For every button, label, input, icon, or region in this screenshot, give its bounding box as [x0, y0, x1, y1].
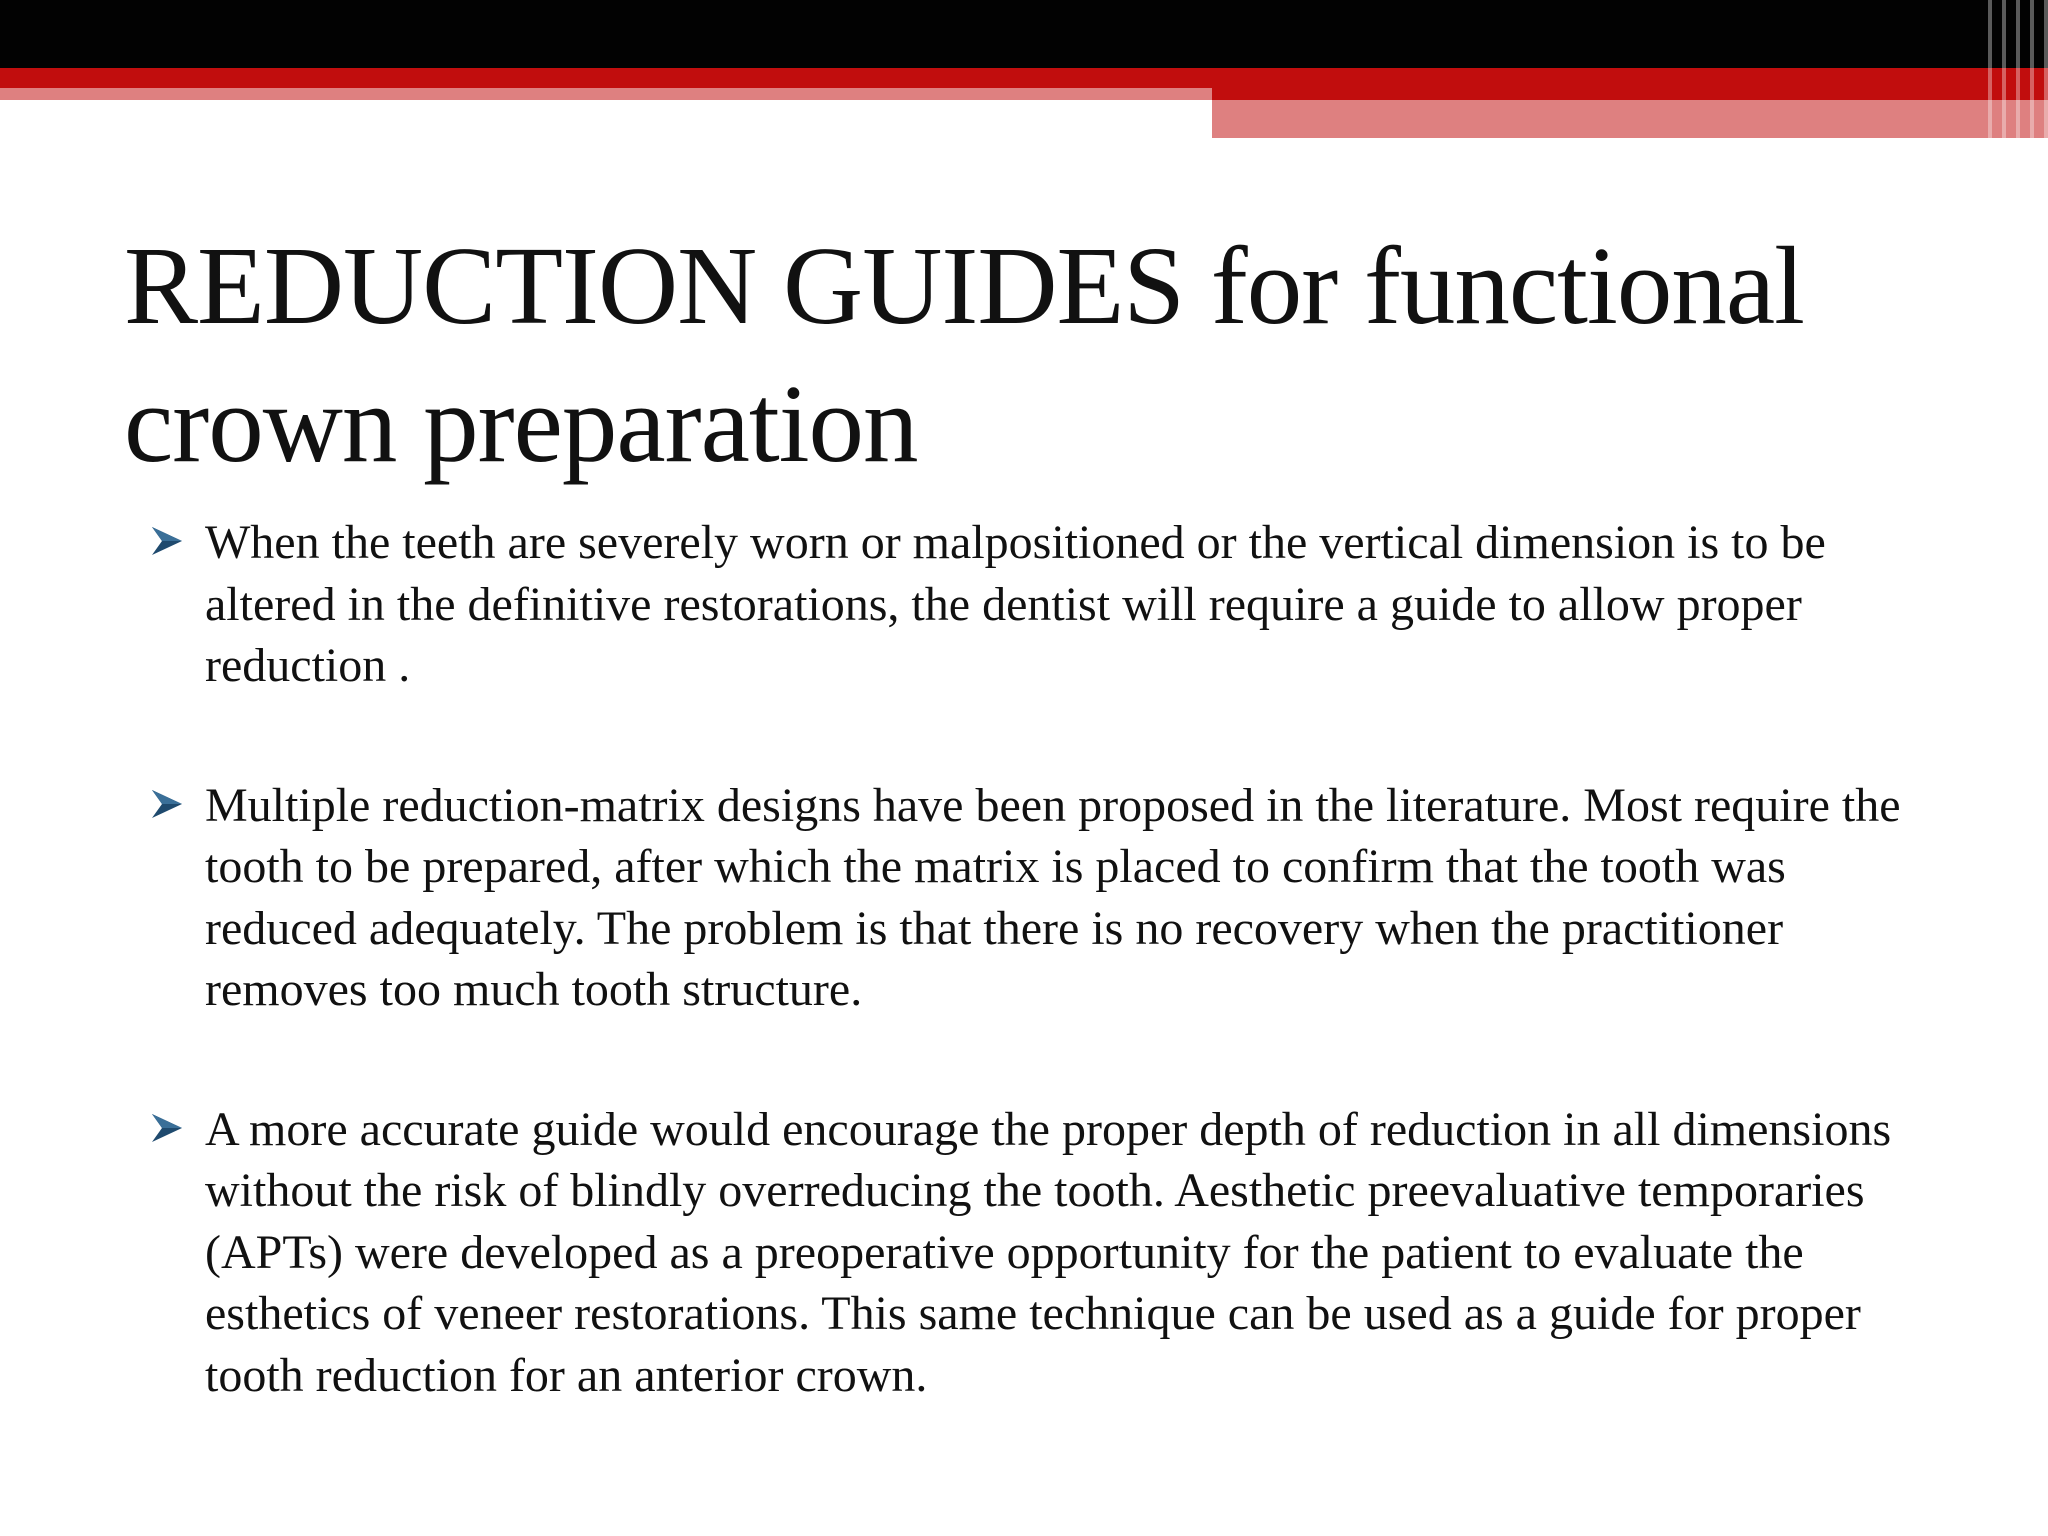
- top-pink-strip: [0, 88, 1212, 100]
- bullet-text: A more accurate guide would encourage the proper depth of reduction in all dimensions without the risk of blindly overreducing the tooth. Aesthetic preevaluative temporaries (APTs) were developed as a preoperative opportunity for the patient to evaluate the esthetics of veneer restorations. This same technique can be used as a guide for proper tooth reduction for an anterior crown.: [205, 1102, 1892, 1402]
- arrow-bullet-icon: [150, 787, 184, 821]
- bullet-list: [150, 512, 1940, 1406]
- arrow-bullet-icon: [150, 524, 184, 558]
- top-black-bar: [0, 0, 2048, 68]
- arrow-bullet-icon: [150, 1111, 184, 1145]
- bullet-item: [150, 512, 1940, 697]
- bullet-item: [150, 775, 1940, 1021]
- slide-title: REDUCTION GUIDES for functional crown preparation: [124, 225, 1804, 486]
- bullet-item: [150, 1099, 1940, 1407]
- bullet-text: Multiple reduction-matrix designs have been proposed in the literature. Most require the tooth to be prepared, after which the matrix is placed to confirm that the tooth was reduced adequately. The problem is that there is no recovery when the practitioner removes too much tooth structure.: [205, 778, 1901, 1016]
- top-pink-bar: [1212, 100, 2048, 138]
- bullet-text: When the teeth are severely worn or malpositioned or the vertical dimension is to be altered in the definitive restorations, the dentist will require a guide to allow proper reduction .: [205, 516, 1826, 692]
